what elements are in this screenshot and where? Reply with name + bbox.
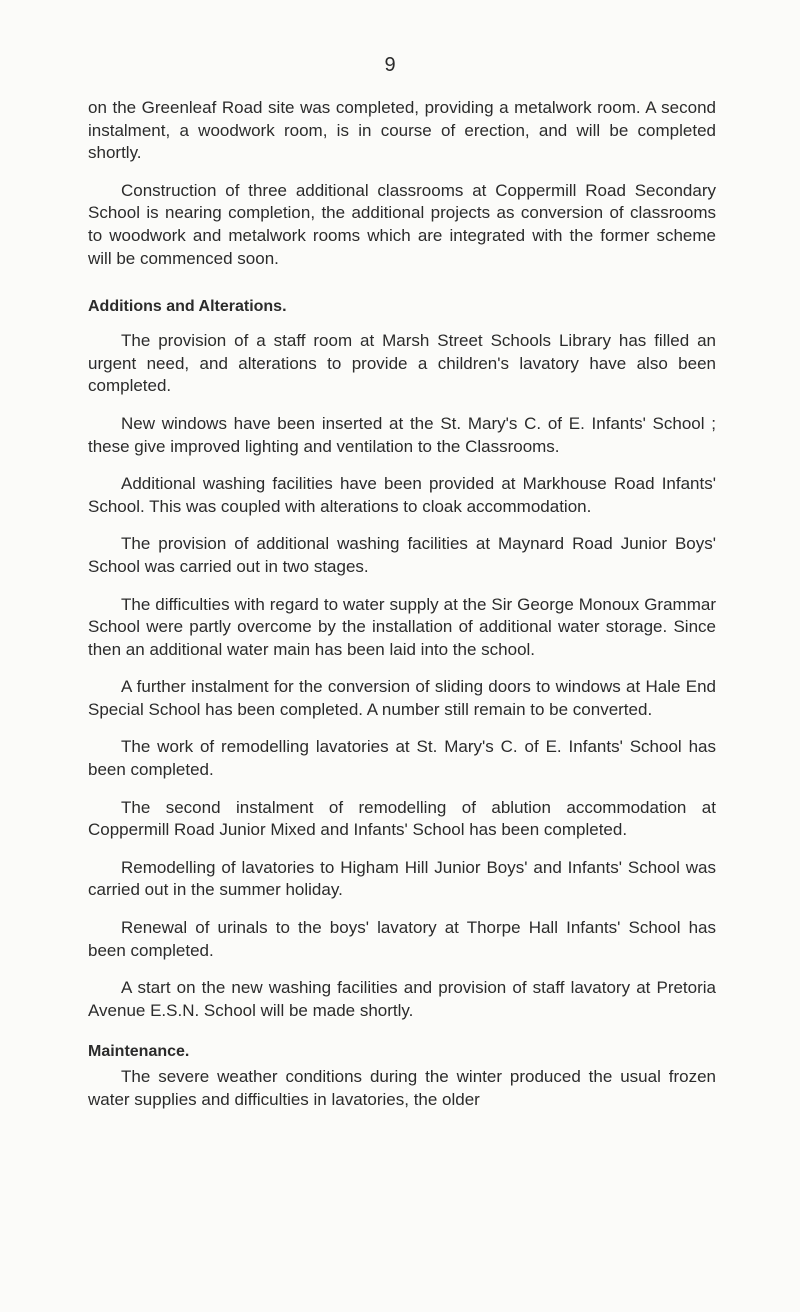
paragraph: Remodelling of lavatories to Higham Hill Junior Boys' and Infants' School was carried out in the summer holiday. — [88, 857, 716, 900]
paragraph: Renewal of urinals to the boys' lavatory at Thorpe Hall Infants' School has been completed. — [88, 918, 716, 960]
paragraph: The work of remodelling lavatories at St. Mary's C. of E. Infants' School has been completed. — [88, 737, 716, 780]
paragraph: The severe weather conditions during the winter produced the usual frozen water supplies and difficulties in lavatories, the older — [88, 1067, 716, 1109]
paragraph: New windows have been inserted at the St. Mary's C. of E. Infants' School ; these give improved lighting and ventilation to the Classrooms. — [88, 413, 716, 456]
paragraph: The difficulties with regard to water supply at the Sir George Monoux Grammar School were partly overcome by the installation of additional water storage. Since then an additional water main has been laid into the school. — [88, 594, 716, 659]
paragraph: A further instalment for the conversion of sliding doors to windows at Hale End Special School has been completed. A number still remain to be converted. — [88, 677, 716, 719]
paragraph: The second instalment of remodelling of ablution accommodation at Coppermill Road Junior Mixed and Infants' School has been completed. — [88, 797, 716, 840]
paragraph: Additional washing facilities have been provided at Markhouse Road Infants' School. This was coupled with alterations to cloak accommodation. — [88, 474, 716, 516]
body-text — [88, 97, 716, 1127]
paragraph: on the Greenleaf Road site was completed, providing a metalwork room. A second instalment, a woodwork room, is in course of erection, and will be completed shortly. — [88, 98, 716, 163]
section-heading-maintenance: Maintenance. — [88, 1043, 190, 1061]
paragraph: The provision of a staff room at Marsh Street Schools Library has filled an urgent need, and alterations to provide a children's lavatory have also been completed. — [88, 331, 716, 396]
section-heading-additions: Additions and Alterations. — [88, 298, 287, 316]
paragraph: Construction of three additional classrooms at Coppermill Road Secondary School is nearing completion, the additional projects as conversion of classrooms to woodwork and metalwork rooms which are integrated with the former scheme will be commenced soon. — [88, 180, 716, 268]
page-number: 9 — [384, 54, 396, 76]
paragraph: A start on the new washing facilities and provision of staff lavatory at Pretoria Avenue E.S.N. School will be made shortly. — [88, 978, 716, 1020]
paragraph: The provision of additional washing facilities at Maynard Road Junior Boys' School was carried out in two stages. — [88, 534, 716, 576]
